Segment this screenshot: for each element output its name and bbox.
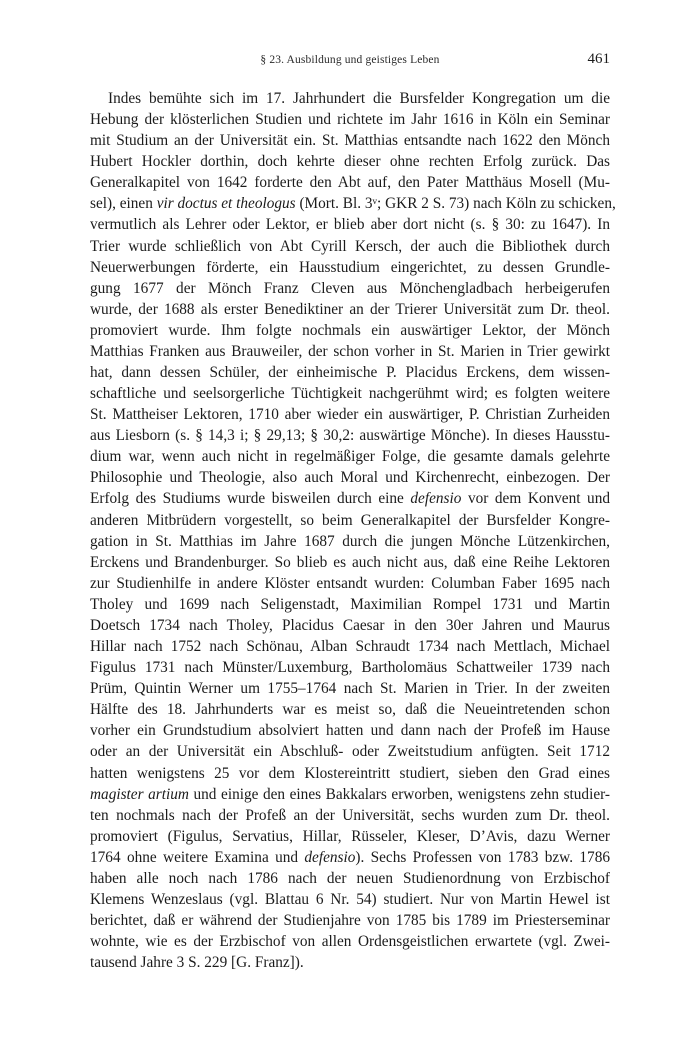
text-run: dium war, wenn auch nicht in regelmäßiger Folge, die gesamte damals gelehrte xyxy=(90,448,610,466)
body-line xyxy=(90,299,610,320)
body-line xyxy=(90,552,610,573)
text-run: vorher ein Grundstudium absolviert hatten und dann nach der Profeß im Hause xyxy=(90,722,610,740)
text-run: gung 1677 der Mönch Franz Cleven aus Mönchengladbach herbeigerufen xyxy=(90,279,610,297)
body-line xyxy=(90,784,610,805)
text-run: Erckens und Brandenburger. So blieb es auch nicht aus, daß eine Reihe Lektoren xyxy=(90,553,610,571)
body-line xyxy=(90,172,610,193)
text-run: Philosophie und Theologie, also auch Moral und Kirchenrecht, einbezogen. Der xyxy=(90,469,610,487)
body-line xyxy=(90,383,610,404)
text-run: Matthias Franken aus Brauweiler, der schon vorher in St. Marien in Trier gewirkt xyxy=(90,342,610,360)
body-line xyxy=(90,257,610,278)
body-line xyxy=(90,531,610,552)
running-head xyxy=(90,50,610,72)
body-line xyxy=(90,931,610,952)
text-run: hatten wenigstens 25 vor dem Klostereintritt studiert, sieben den Grad eines xyxy=(90,764,610,782)
body-line xyxy=(90,805,610,826)
body-line xyxy=(90,467,610,488)
body-line xyxy=(90,214,610,235)
text-run: Trier wurde schließlich von Abt Cyrill Kersch, der auch die Bibliothek durch xyxy=(90,237,610,255)
body-line xyxy=(90,236,610,257)
text-run: Tholey und 1699 nach Seligenstadt, Maximilian Rompel 1731 und Martin xyxy=(90,595,610,613)
text-run: ). Sechs Professen von 1783 bzw. 1786 xyxy=(355,848,610,866)
body-line xyxy=(90,151,610,172)
body-line xyxy=(90,404,610,425)
italic-term: defensio xyxy=(410,490,462,508)
body-line xyxy=(90,573,610,594)
text-run: mit Studium an der Universität ein. St. Matthias entsandte nach 1622 den Mönch xyxy=(90,132,610,150)
text-run: Hubert Hockler dorthin, doch kehrte dieser ohne rechten Erfolg zurück. Das xyxy=(90,153,610,171)
body-line xyxy=(90,889,610,910)
body-line xyxy=(90,720,610,741)
text-run: vermutlich als Lehrer oder Lektor, er blieb aber dort nicht (s. § 30: zu 1647). In xyxy=(90,216,610,234)
text-run: wohnte, wie es der Erzbischof von allen Ordensgeistlichen erwartete (vgl. Zwei- xyxy=(90,933,610,951)
text-run: berichtet, daß er während der Studienjahre von 1785 bis 1789 im Priesterseminar xyxy=(90,912,610,930)
page-number: 461 xyxy=(587,51,610,67)
text-run: Hälfte des 18. Jahrhunderts war es meist so, daß die Neueintretenden schon xyxy=(90,701,610,719)
text-run: wurde, der 1688 als erster Benediktiner an der Trierer Universität zum Dr. theol. xyxy=(90,300,610,318)
body-line xyxy=(90,678,610,699)
text-run: haben alle noch nach 1786 nach der neuen Studienordnung von Erzbischof xyxy=(90,869,610,887)
body-line xyxy=(90,446,610,467)
body-line xyxy=(90,88,610,109)
text-run: promoviert (Figulus, Servatius, Hillar, Rüsseler, Kleser, D’Avis, dazu Werner xyxy=(90,827,610,845)
body-line xyxy=(90,594,610,615)
text-run: zur Studienhilfe in andere Klöster entsandt wurden: Columban Faber 1695 nach xyxy=(90,574,610,592)
italic-term: defensio xyxy=(304,848,356,866)
text-run: Hillar nach 1752 nach Schönau, Alban Schraudt 1734 nach Mettlach, Michael xyxy=(90,638,610,656)
text-run: anderen Mitbrüdern vorgestellt, so beim Generalkapitel der Bursfelder Kongre- xyxy=(90,511,610,529)
body-line xyxy=(90,868,610,889)
text-run: Klemens Wenzeslaus (vgl. Blattau 6 Nr. 54) studiert. Nur von Martin Hewel ist xyxy=(90,890,610,908)
text-run: Generalkapitel von 1642 forderte den Abt auf, den Pater Matthäus Mosell (Mu- xyxy=(90,174,610,192)
text-run: oder an der Universität ein Abschluß- oder Zweitstudium anfügten. Seit 1712 xyxy=(90,743,610,761)
body-line xyxy=(90,362,610,383)
text-run: 1764 ohne weitere Examina und xyxy=(90,848,305,866)
text-run: St. Mattheiser Lektoren, 1710 aber wieder ein auswärtiger, P. Christian Zurheiden xyxy=(90,406,610,424)
text-run: Neuerwerbungen förderte, ein Hausstudium eingerichtet, zu dessen Grundle- xyxy=(90,258,610,276)
body-line xyxy=(90,847,610,868)
body-line xyxy=(90,952,610,973)
text-run: sel), einen xyxy=(90,195,157,213)
text-run: Hebung der klösterlichen Studien und richtete im Jahr 1616 in Köln ein Seminar xyxy=(90,111,610,129)
body-line xyxy=(90,699,610,720)
body-line xyxy=(90,488,610,509)
body-line xyxy=(90,109,610,130)
body-line xyxy=(90,763,610,784)
text-run: Erfolg des Studiums wurde bisweilen durch eine xyxy=(90,490,411,508)
body-text xyxy=(90,88,616,973)
text-run: und einige den eines Bakkalars erworben, wenigstens zehn studier- xyxy=(188,785,610,803)
body-line xyxy=(90,657,610,678)
text-run: Indes bemühte sich im 17. Jahrhundert die Bursfelder Kongregation um die xyxy=(108,90,610,107)
body-line xyxy=(90,341,610,362)
running-head-title: § 23. Ausbildung und geistiges Leben xyxy=(260,54,440,66)
body-line xyxy=(90,278,610,299)
text-run: Prüm, Quintin Werner um 1755–1764 nach St. Marien in Trier. In der zweiten xyxy=(90,680,610,698)
italic-term: vir doctus et theologus xyxy=(156,195,296,213)
body-line xyxy=(90,615,610,636)
body-line xyxy=(90,130,610,151)
text-run: (Mort. Bl. 3ᵛ; GKR 2 S. 73) nach Köln zu schicken, xyxy=(295,195,616,213)
text-run: ten nochmals nach der Profeß an der Universität, sechs wurden zum Dr. theol. xyxy=(90,806,610,824)
text-run: aus Liesborn (s. § 14,3 i; § 29,13; § 30,2: auswärtige Mönche). In dieses Hausstu- xyxy=(90,427,610,445)
text-run: promoviert wurde. Ihm folgte nochmals ein auswärtiger Lektor, der Mönch xyxy=(90,321,610,339)
body-line xyxy=(90,425,610,446)
body-line xyxy=(90,741,610,762)
text-run: vor dem Konvent und xyxy=(461,490,611,508)
body-line xyxy=(90,193,616,214)
body-line xyxy=(90,636,610,657)
text-run: gation in St. Matthias im Jahre 1687 durch die jungen Mönche Lützenkirchen, xyxy=(90,532,610,550)
body-line xyxy=(90,320,610,341)
text-run: Figulus 1731 nach Münster/Luxemburg, Bartholomäus Schattweiler 1739 nach xyxy=(90,659,610,677)
text-run: schaftliche und seelsorgerliche Tüchtigkeit nachgerühmt wird; es folgten weitere xyxy=(90,385,610,403)
text-run: Doetsch 1734 nach Tholey, Placidus Caesar in den 30er Jahren und Maurus xyxy=(90,616,610,634)
italic-term: magister artium xyxy=(90,785,189,803)
body-line xyxy=(90,910,610,931)
text-run: hat, dann dessen Schüler, der einheimische P. Placidus Erckens, dem wissen- xyxy=(90,364,610,382)
body-line xyxy=(90,510,610,531)
text-run: tausend Jahre 3 S. 229 [G. Franz]). xyxy=(90,954,304,972)
body-line xyxy=(90,826,610,847)
